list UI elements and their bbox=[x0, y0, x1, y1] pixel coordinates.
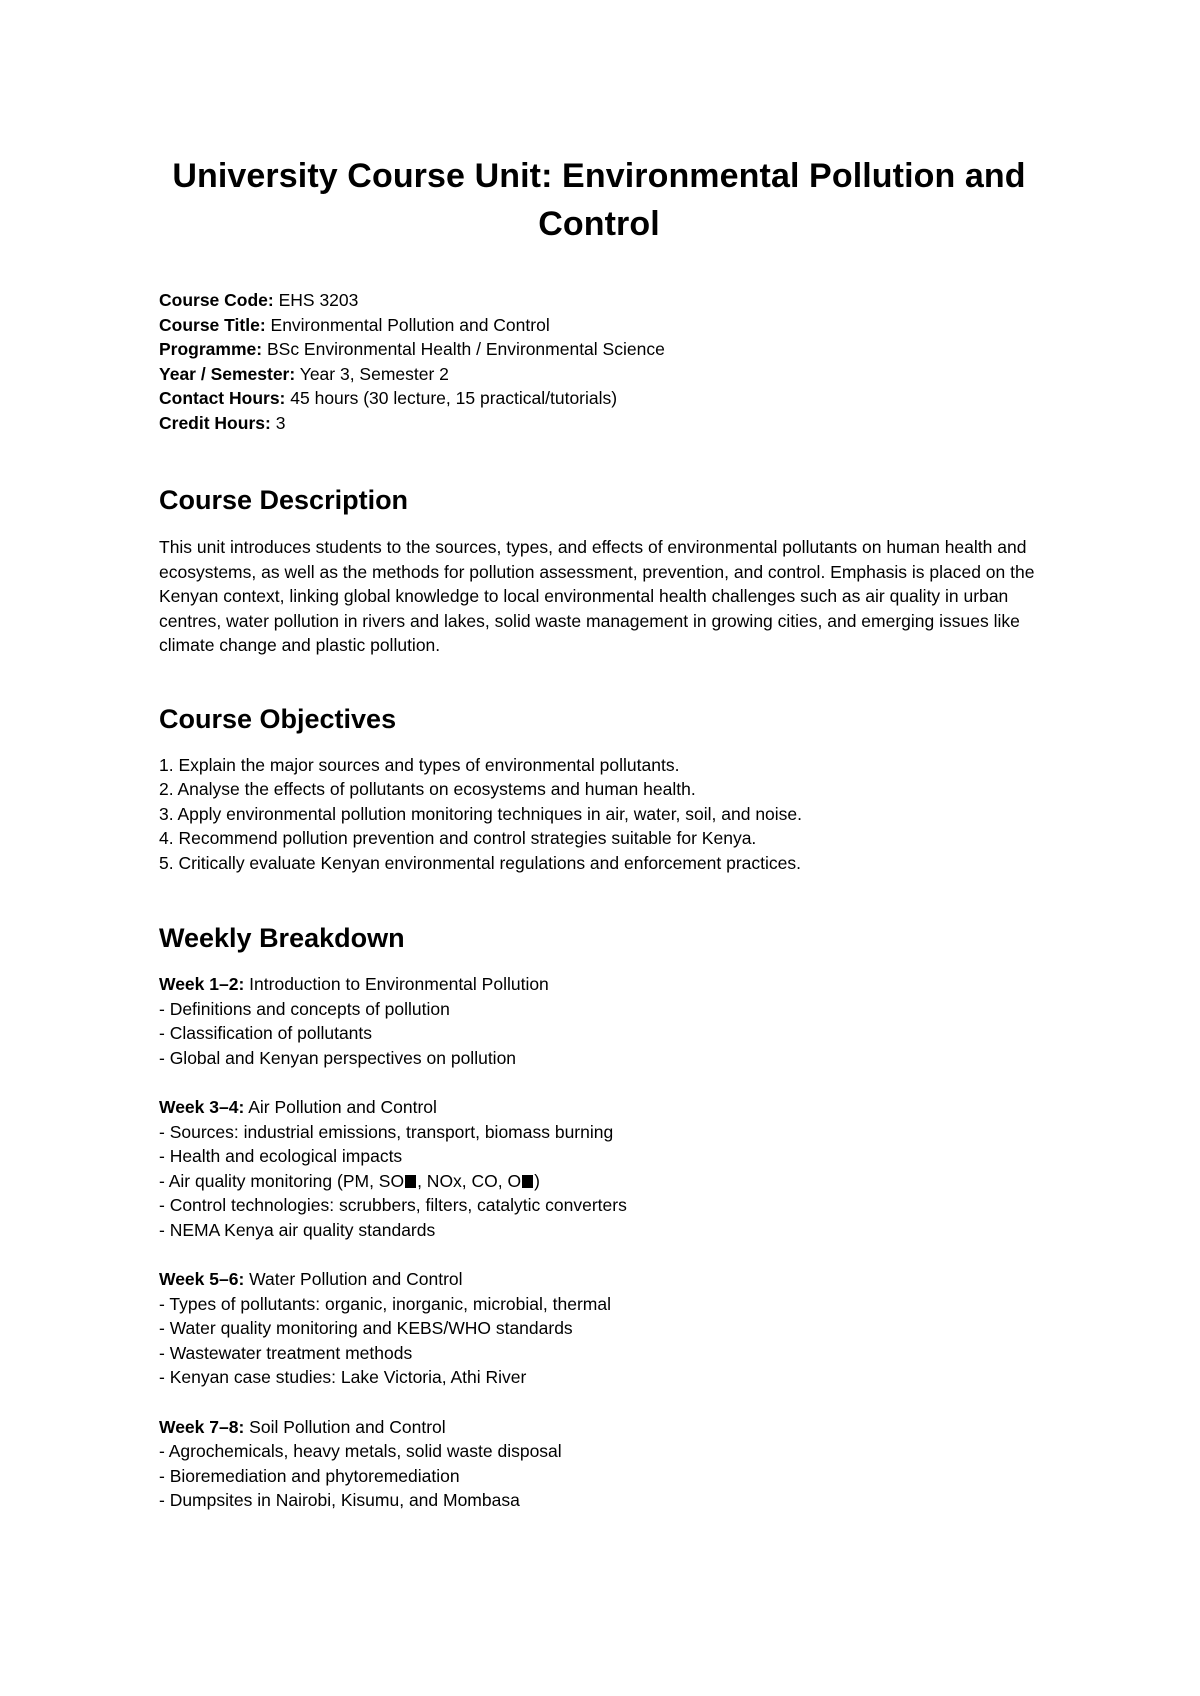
meta-label: Course Title: bbox=[159, 314, 266, 335]
section-heading: Course Description bbox=[159, 485, 409, 515]
week-header bbox=[159, 1415, 1039, 1440]
meta-label: Programme: bbox=[159, 339, 263, 359]
meta-label: Year / Semester: bbox=[159, 363, 296, 384]
week-item bbox=[159, 1169, 1039, 1194]
week-header bbox=[159, 972, 1039, 997]
meta-value: Year 3, Semester 2 bbox=[299, 363, 449, 384]
meta-label: Course Code: bbox=[159, 290, 274, 310]
week-item-text: ) bbox=[534, 1170, 540, 1191]
meta-credit-hours bbox=[159, 411, 1039, 436]
meta-value: 3 bbox=[275, 412, 286, 433]
section-course-objectives bbox=[159, 702, 1039, 876]
week-item: - NEMA Kenya air quality standards bbox=[159, 1219, 436, 1240]
week-item: - Health and ecological impacts bbox=[159, 1146, 403, 1166]
week-block bbox=[159, 1415, 1039, 1513]
week-header bbox=[159, 1267, 1039, 1292]
description-paragraph: This unit introduces students to the sources, types, and effects of environmental pollutants on human health and ecosystems, as well as the methods for pollution assessment, prevention, and control. Emphasis is placed on the Kenyan context, linking global knowledge to local environmental health challenges such as air quality in urban centres, water pollution in rivers and lakes, solid waste management in growing cities, and emerging issues like climate change and plastic pollution. bbox=[159, 537, 1035, 655]
document-content bbox=[159, 152, 1039, 1513]
week-block bbox=[159, 1095, 1039, 1242]
meta-contact-hours bbox=[159, 386, 1039, 411]
week-label: Week 3–4: bbox=[159, 1097, 245, 1117]
meta-label: Credit Hours: bbox=[159, 412, 271, 433]
meta-year-semester bbox=[159, 362, 1039, 387]
week-item: - Types of pollutants: organic, inorganic, microbial, thermal bbox=[159, 1293, 611, 1314]
week-item: - Definitions and concepts of pollution bbox=[159, 998, 450, 1019]
week-item: - Bioremediation and phytoremediation bbox=[159, 1465, 460, 1486]
objective-item: 3. Apply environmental pollution monitoring techniques in air, water, soil, and noise. bbox=[159, 803, 803, 824]
week-title: Water Pollution and Control bbox=[249, 1269, 463, 1289]
objectives-list bbox=[159, 753, 1039, 876]
week-item: - Global and Kenyan perspectives on pollution bbox=[159, 1047, 517, 1068]
objective-item: 1. Explain the major sources and types of environmental pollutants. bbox=[159, 754, 680, 775]
week-block bbox=[159, 972, 1039, 1070]
week-item: - Kenyan case studies: Lake Victoria, Athi River bbox=[159, 1367, 527, 1387]
week-item: - Dumpsites in Nairobi, Kisumu, and Mombasa bbox=[159, 1490, 520, 1510]
meta-course-title bbox=[159, 313, 1039, 338]
meta-value: EHS 3203 bbox=[278, 290, 359, 310]
page-title: University Course Unit: Environmental Pollution and Control bbox=[172, 157, 1026, 243]
missing-glyph-icon bbox=[405, 1175, 416, 1188]
section-heading: Weekly Breakdown bbox=[159, 923, 405, 953]
week-label: Week 1–2: bbox=[159, 974, 245, 994]
meta-value: BSc Environmental Health / Environmental Science bbox=[266, 339, 665, 359]
week-title: Soil Pollution and Control bbox=[249, 1416, 446, 1437]
section-weekly-breakdown bbox=[159, 921, 1039, 1513]
objective-item: 5. Critically evaluate Kenyan environmental regulations and enforcement practices. bbox=[159, 852, 802, 873]
objective-item: 2. Analyse the effects of pollutants on ecosystems and human health. bbox=[159, 779, 696, 799]
week-label: Week 7–8: bbox=[159, 1416, 245, 1437]
week-item: - Sources: industrial emissions, transport, biomass burning bbox=[159, 1121, 614, 1142]
week-block bbox=[159, 1267, 1039, 1390]
week-item: - Agrochemicals, heavy metals, solid waste disposal bbox=[159, 1441, 562, 1461]
week-item-text: , NOx, CO, O bbox=[417, 1170, 522, 1191]
meta-programme bbox=[159, 337, 1039, 362]
objective-item: 4. Recommend pollution prevention and control strategies suitable for Kenya. bbox=[159, 828, 757, 848]
week-header bbox=[159, 1095, 1039, 1120]
week-item-text: - Air quality monitoring (PM, SO bbox=[159, 1170, 405, 1191]
course-meta bbox=[159, 288, 1039, 435]
meta-label: Contact Hours: bbox=[159, 388, 286, 408]
week-label: Week 5–6: bbox=[159, 1269, 245, 1289]
week-item: - Wastewater treatment methods bbox=[159, 1342, 413, 1363]
week-item: - Water quality monitoring and KEBS/WHO standards bbox=[159, 1318, 573, 1338]
week-title: Introduction to Environmental Pollution bbox=[249, 974, 549, 994]
section-heading: Course Objectives bbox=[159, 703, 397, 734]
meta-value: 45 hours (30 lecture, 15 practical/tutorials) bbox=[290, 388, 618, 408]
week-item: - Classification of pollutants bbox=[159, 1023, 373, 1043]
section-course-description bbox=[159, 483, 1039, 658]
meta-value: Environmental Pollution and Control bbox=[270, 314, 550, 335]
week-item: - Control technologies: scrubbers, filters, catalytic converters bbox=[159, 1195, 627, 1215]
week-title: Air Pollution and Control bbox=[248, 1097, 437, 1117]
meta-course-code bbox=[159, 288, 1039, 313]
missing-glyph-icon bbox=[522, 1175, 533, 1188]
